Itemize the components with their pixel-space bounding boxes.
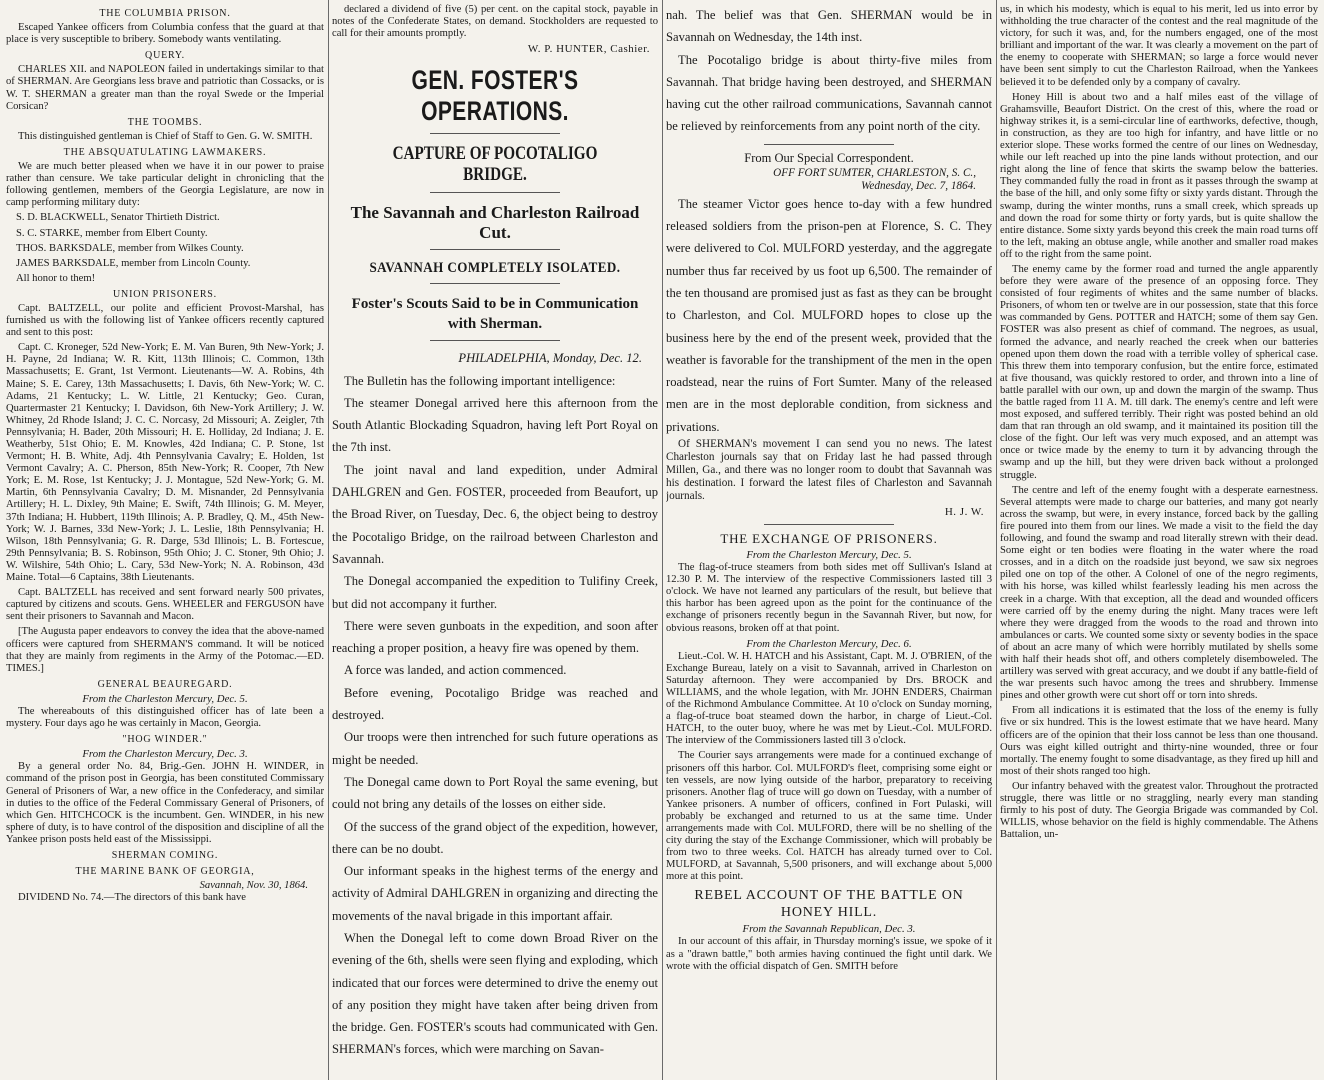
article-text: This distinguished gentleman is Chief of Staff to Gen. G. W. SMITH.	[18, 130, 313, 142]
divider	[430, 340, 560, 341]
officer-list: Capt. C. Kroneger, 52d New-York; E. M. Van Buren, 9th New-York; J. H. Payne, 2d Indiana; W. R. Kitt, 113th Illinois; C. Common, 13th Massachusetts; E. Grant, 1st Vermont. Lieutenants—W. A. Robins, 4th Maine; S. E. Carey, 13th Massachusetts; I. Davis, 6th New-York; W. C. Adams, 21 Kentucky; L. W. Little, 21 Kentucky; Geo. Curan, Quartermaster 21 Kentucky; I. Davidson, 6th New-York Artillery; J. W. Whitney, 2d Rhode Island; J. C. C. Norcasy, 2d Missouri; A. Zeigler, 7th Pennsylvania; H. Bader, 20th Missouri; H. E. Holliday, 2d Indiana; J. E. Weatherby, 51st Ohio; E. M. Knowles, 42d Indiana; C. P. Stone, 1st Vermont; H. B. White, Adj. 4th Pennsylvania Cavalry; E. Holden, 1st Vermont Cavalry; A. C. Pherson, 85th New-York; R. Cooper, 7th New York; E. M. Rose, 1st Kentucky; J. J. Montague, 52d New-York; G. M. Martin, 6th Pennsylvania Cavalry; D. M. Misnander, 2d Pennsylvania Artillery; H. L. Dixley, 9th Maine; E. Swift, 74th Illinois; G. M. Meyer, 37th Indiana; H. Hubbert, 119th Illinois; A. P. Bradley, Q. M., 45th New-York; W. J. Barnes, 33d New-York; J. L. Leslie, 18th Pennsylvania; H. Wilson, 18th Pennsylvania; G. R. Darge, 53d Illinois; L. B. Fortescue, 29th Pennsylvania; B. S. Robinson, 95th Ohio; J. C. Stoner, 9th Ohio; J. W. Wilshire, 54th Ohio; L. Cary, 53d New-York; N. A. Robinson, 43d Maine. Total—6 Captains, 38th Lieutenants.	[6, 342, 324, 584]
article-text: From all indications it is estimated that the loss of the enemy is fully five or six hundred. This is the lowest estimate that we have heard. Many officers are of the opinion that their loss cannot be less than one thousand. Ours was eight killed outright and thirty-nine wounded, three or four mortally. The enemy fought to some disadvantage, as they fired up hill and most of their shots ranged too high.	[1000, 705, 1318, 777]
dateline: OFF FORT SUMTER, CHARLESTON, S. C.,	[773, 166, 976, 179]
list-item: JAMES BARKSDALE, member from Lincoln County.	[16, 257, 251, 269]
article-text: us, in which his modesty, which is equal to his merit, led us into error by withholding the true character of the contest and the real magnitude of the victory, for such it was, and, for the numbers engaged, one of the most brilliant and important of the war. It was clearly a movement on the part of the enemy to cooperate with SHERMAN; so large a force would never have been sent simply to cut the Charleston Railroad, when the Yankees believed it to be defended only by a company of cavalry.	[1000, 4, 1318, 88]
section-heading: THE COLUMBIA PRISON.	[99, 8, 231, 19]
column-2	[332, 4, 658, 1080]
article-text: The joint naval and land expedition, under Admiral DAHLGREN and Gen. FOSTER, proceeded from Beaufort, up the Broad River, on Tuesday, Dec. 6, the object being to destroy the Pocotaligo Bridge, on the railroad between Charleston and Savannah.	[332, 462, 658, 566]
article-text: Capt. BALTZELL, our polite and efficient Provost-Marshal, has furnished us with the following list of Yankee officers recently captured and sent to this post:	[6, 302, 324, 339]
article-text: The Pocotaligo bridge is about thirty-five miles from Savannah. That bridge having been destroyed, and SHERMAN having cut the other railroad communications, Savannah cannot be relieved by reinforcements from any point north of the city.	[666, 52, 992, 134]
article-text: Capt. BALTZELL has received and sent forward nearly 500 privates, captured by citizens and scouts. Gens. WHEELER and FERGUSON have sent their prisoners to Savannah and Macon.	[6, 587, 324, 623]
section-heading: GENERAL BEAUREGARD.	[97, 678, 233, 690]
section-heading: SHERMAN COMING.	[111, 850, 219, 861]
divider	[764, 524, 894, 525]
dateline: Wednesday, Dec. 7, 1864.	[861, 179, 976, 192]
divider	[430, 133, 560, 134]
article-text: Honey Hill is about two and a half miles east of the village of Grahamsville, Beaufort District. On the crest of this, where the road or highway strikes it, is a semi-circular line of earthworks, defective, though, in construction, as they are too high for infantry, and have little or no exterior slope. These works formed the centre of our lines on Wednesday, while our left reached up into the pine lands without protection, and our right along the line of fence that skirts the swamp below the batteries. They commanded fully the road in front as it passes through the swamp at the base of the hill, and only some fifty or sixty yards distant. Through the swamp, during the winter months, runs a small creek, which spreads up and down the road for some thirty or forty yards, but is quite shallow the entire distance. Some sixty yards beyond this creek the main road turns off to the left, making an obtuse angle, while another and smaller road makes off to the right from the same point.	[1000, 91, 1318, 260]
article-text: The steamer Donegal arrived here this afternoon from the South Atlantic Blockading Squadron, having left Port Royal on the 7th inst.	[332, 395, 658, 455]
list-item: THOS. BARKSDALE, member from Wilkes County.	[16, 242, 244, 254]
article-text: All honor to them!	[16, 272, 96, 284]
article-text: We are much better pleased when we have it in our power to praise rather than censure. We take particular delight in chronicling that the following gentlemen, members of the Georgia Legislature, are now in camp performing military duty:	[6, 161, 324, 209]
article-text: By a general order No. 84, Brig.-Gen. JOHN H. WINDER, in command of the prison post in Georgia, has been constituted Commissary General of Prisoners of War, a new office in the Confederacy, and similar in duties to the office of the Federal Commissary General of Prisoners, of which Gen. HITCHCOCK is the incumbent. Gen. WINDER, in his new sphere of duty, is to have control of the disposition and discipline of all the Yankee prison posts held east of the Mississippi.	[6, 761, 324, 845]
article-text: Lieut.-Col. W. H. HATCH and his Assistant, Capt. M. J. O'BRIEN, of the Exchange Bureau, lately on a visit to Savannah, arrived in Charleston on Saturday afternoon. They were accompanied by Drs. BROCK and WILLIAMS, and the whole legation, with Mr. JOHN ENDERS, Chairman of the Richmond Ambulance Committee. At 10 o'clock on Sunday morning, a flag-of-truce boat steamed down the harbor, in charge of Lieut.-Col. HATCH, to the outer buoy, where he was met by Lieut.-Col. MULFORD. The interview of the Commissioners lasted till 3 o'clock.	[666, 650, 992, 747]
article-text: The Donegal came down to Port Royal the same evening, but could not bring any details of the losses on either side.	[332, 774, 658, 812]
source-line: From the Charleston Mercury, Dec. 3.	[82, 748, 248, 761]
list-item: S. D. BLACKWELL, Senator Thirtieth District.	[16, 212, 220, 224]
list-item: S. C. STARKE, member from Elbert County.	[16, 227, 208, 239]
article-text: Escaped Yankee officers from Columbia confess that the guard at that place is very susceptible to bribery. Somebody wants ventilating.	[6, 22, 324, 46]
article-text: Our infantry behaved with the greatest valor. Throughout the protracted struggle, there was little or no straggling, nearly every man standing firmly to his post of duty. The Georgia Brigade was commanded by Col. WILLIS, whose behavior on the field is highly commendable. The Athens Battalion, un-	[1000, 780, 1318, 841]
signature: W. P. HUNTER, Cashier.	[527, 43, 650, 56]
article-text: When the Donegal left to come down Broad River on the evening of the 6th, shells were seen flying and exploding, which indicated that our forces were determined to drive the enemy out of any position they might have taken after being driven from the bridge. Gen. FOSTER's scouts had communicated with Gen. SHERMAN's forces, which were marching on Savan-	[332, 931, 658, 1057]
dateline: PHILADELPHIA, Monday, Dec. 12.	[458, 351, 642, 366]
article-text: nah. The belief was that Gen. SHERMAN would be in Savannah on Wednesday, the 14th inst.	[666, 8, 992, 45]
article-text: Our troops were then intrenched for such future operations as might be needed.	[332, 730, 658, 767]
source-line: From the Charleston Mercury, Dec. 5.	[746, 549, 912, 562]
article-text: DIVIDEND No. 74.—The directors of this bank have	[18, 892, 247, 904]
column-4	[1000, 4, 1318, 1080]
article-text: The whereabouts of this distinguished officer has of late been a mystery. Four days ago he was certainly in Macon, Georgia.	[6, 705, 324, 730]
bank-date: Savannah, Nov. 30, 1864.	[199, 880, 308, 892]
article-text: In our account of this affair, in Thursday morning's issue, we spoke of it as a "drawn battle," both armies having continued the fight until dark. We wrote with the official dispatch of Gen. SMITH before	[666, 936, 992, 972]
section-heading: From Our Special Correspondent.	[744, 150, 914, 165]
article-text: Of SHERMAN's movement I can send you no news. The latest Charleston journals say that on Friday last he had passed through Millen, Ga., and there was no longer room to doubt that Savannah was his destination. I forward the latest files of Charleston and Savannah journals.	[666, 438, 992, 503]
headline: CAPTURE OF POCOTALIGO BRIDGE.	[392, 144, 598, 186]
article-text: Our informant speaks in the highest terms of the energy and activity of Admiral DAHLGREN in organizing and directing the movements of the naval brigade in this important affair.	[332, 864, 658, 923]
editor-note: [The Augusta paper endeavors to convey the idea that the above-named officers were captured from SHERMAN'S command. It will be noticed that they are mainly from regiments in the Army of the Potomac.—ED. TIMES.]	[6, 626, 324, 674]
divider	[764, 144, 894, 145]
column-3	[666, 4, 992, 1080]
signature: H. J. W.	[944, 506, 984, 519]
source-line: From the Charleston Mercury, Dec. 5.	[82, 692, 248, 705]
column-rule	[328, 0, 329, 1080]
article-text: The steamer Victor goes hence to-day with a few hundred released soldiers from the prison-pen at Florence, S. C. They were delivered to Col. MULFORD yesterday, and the aggregate number thus far received by us foot up 6,500. The remainder of the ten thousand are promised just as fast as they can be brought to Charleston, and Col. MULFORD hopes to close up the business here by the end of the present week, provided that the weather is favorable for the transhipment of the men in the open roadstead, near the ruins of Fort Sumter. Many of the released men are in the most deplorable condition, from sickness and privations.	[666, 196, 992, 434]
column-rule	[662, 0, 663, 1080]
article-text: There were seven gunboats in the expedition, and soon after reaching a proper position, a heavy fire was opened by them.	[332, 618, 658, 656]
article-text: The Donegal accompanied the expedition to Tulifiny Creek, but did not accompany it further.	[332, 574, 658, 611]
headline: Foster's Scouts Said to be in Communication with Sherman.	[351, 296, 639, 333]
source-line: From the Charleston Mercury, Dec. 6.	[746, 637, 912, 650]
headline: The Savannah and Charleston Railroad Cut.	[350, 203, 640, 243]
article-text: A force was landed, and action commenced.	[344, 663, 567, 678]
headline-main: GEN. FOSTER'S OPERATIONS.	[411, 65, 579, 127]
divider	[430, 283, 560, 284]
bank-name: THE MARINE BANK OF GEORGIA,	[75, 866, 255, 878]
section-heading: THE EXCHANGE OF PRISONERS.	[720, 531, 938, 547]
section-heading: UNION PRISONERS.	[113, 288, 217, 300]
article-text: Before evening, Pocotaligo Bridge was reached and destroyed.	[332, 685, 658, 723]
divider	[430, 249, 560, 250]
article-text: The enemy came by the former road and turned the angle apparently before they were aware of the presence of an opposing force. They consisted of four regiments of whites and the same number of blacks. Prisoners, of whom ten or twelve are in our possession, state that this force was commanded by Gens. POTTER and HATCH; some of them say Gen. FOSTER was also present as chief of command. The negroes, as usual, formed the advance, and nearly reached the creek when our batteries opened upon them down the road with a terrible volley of spherical case. This threw them into temporary confusion, but the entire force, estimated at five thousand, was quickly restored to order, and thrown into a line of battle parallel with our own, up and down the margin of the swamp. Thus the battle raged from 11 A. M. till dark. The enemy's centre and left were most exposed, and suffered terribly. Their right was posted behind an old dam that ran through an old swamp, and it maintained its position till the close of the fight. Our left was very much exposed, and an attempt was once or twice made by the enemy to turn it by advancing through the swamp and up the hill, but they were driven back without a prolonged struggle.	[1000, 263, 1318, 481]
article-text: declared a dividend of five (5) per cent. on the capital stock, payable in notes of the Confederate States, on demand. Stockholders are requested to call for their amounts promptly.	[332, 4, 658, 40]
section-heading: THE TOOMBS.	[127, 116, 203, 128]
section-heading: "HOG WINDER."	[122, 734, 208, 746]
article-text: The flag-of-truce steamers from both sides met off Sullivan's Island at 12.30 P. M. The interview of the respective Commissioners lasted till 3 o'clock. We have not learned any particulars of the result, but believe that this harbor has been agreed upon as the point for the continuance of the exchange of prisoners recently begun in the Savannah River, but now, for obvious reasons, broken off at that point.	[666, 562, 992, 634]
article-text: The Bulletin has the following important intelligence:	[344, 373, 616, 388]
divider	[430, 192, 560, 193]
article-text: The Courier says arrangements were made for a continued exchange of prisoners off this harbor. Col. MULFORD's fleet, comprising some eight or ten vessels, are now lying outside of the harbor, preparatory to receiving prisoners. Another flag of truce will go down on Tuesday, with a number of Yankee prisoners. A number of officers, confined in Fort Pulaski, will probably be exchanged and returned to us at the same time. Under arrangements made with Col. MULFORD, there will be no shelling of the city during the stay of the Exchange Commissioner, which will probably be from two to three weeks. Col. HATCH has already turned over to Col. MULFORD, at Savannah, 5,500 prisoners, and will exchange about 5,000 more at this point.	[666, 750, 992, 883]
section-heading: THE ABSQUATULATING LAWMAKERS.	[63, 146, 267, 158]
section-heading: QUERY.	[145, 50, 185, 62]
article-text: CHARLES XII. and NAPOLEON failed in undertakings similar to that of SHERMAN. Are Georgians less brave and patriotic than Cossacks, or is W. T. SHERMAN a greater man than the royal Swede or the Imperial Corsican?	[6, 64, 324, 112]
article-text: The centre and left of the enemy fought with a desperate earnestness. Several attempts were made to charge our batteries, and many got nearly across the swamp, but were, in every instance, forced back by the galling fire poured into them from our lines. We made a visit to the field the day following, and found the swamp and road literally strewn with their dead. Some eight or ten bodies were floating in the water where the road crosses, and in a ditch on the roadside just beyond, we saw six negroes piled one on top of the other. A Colonel of one of the negro regiments, with his horse, was killed whilst fearlessly leading his men across the creek in a charge. With that exception, all the dead and wounded officers were carried off by the enemy during the night. Many traces were left where they were dragged from the woods to the road and thrown into ambulances or carts. We counted some sixty or seventy bodies in the space of about an acre many of which were horribly mutilated by shells some with half their heads shot off, and others completely disemboweled. The artillery was served with great accuracy, and we doubt if any battle-field of the war presents such havoc among the trees and shrubbery. Immense pines and other growth were cut short off or torn into shreds.	[1000, 484, 1318, 702]
headline: SAVANNAH COMPLETELY ISOLATED.	[369, 260, 621, 277]
source-line: From the Savannah Republican, Dec. 3.	[742, 923, 916, 936]
column-1	[6, 4, 324, 1080]
column-rule	[996, 0, 997, 1080]
article-text: Of the success of the grand object of the expedition, however, there can be no doubt.	[332, 819, 658, 856]
section-heading: REBEL ACCOUNT OF THE BATTLE ON HONEY HILL.	[694, 888, 964, 921]
